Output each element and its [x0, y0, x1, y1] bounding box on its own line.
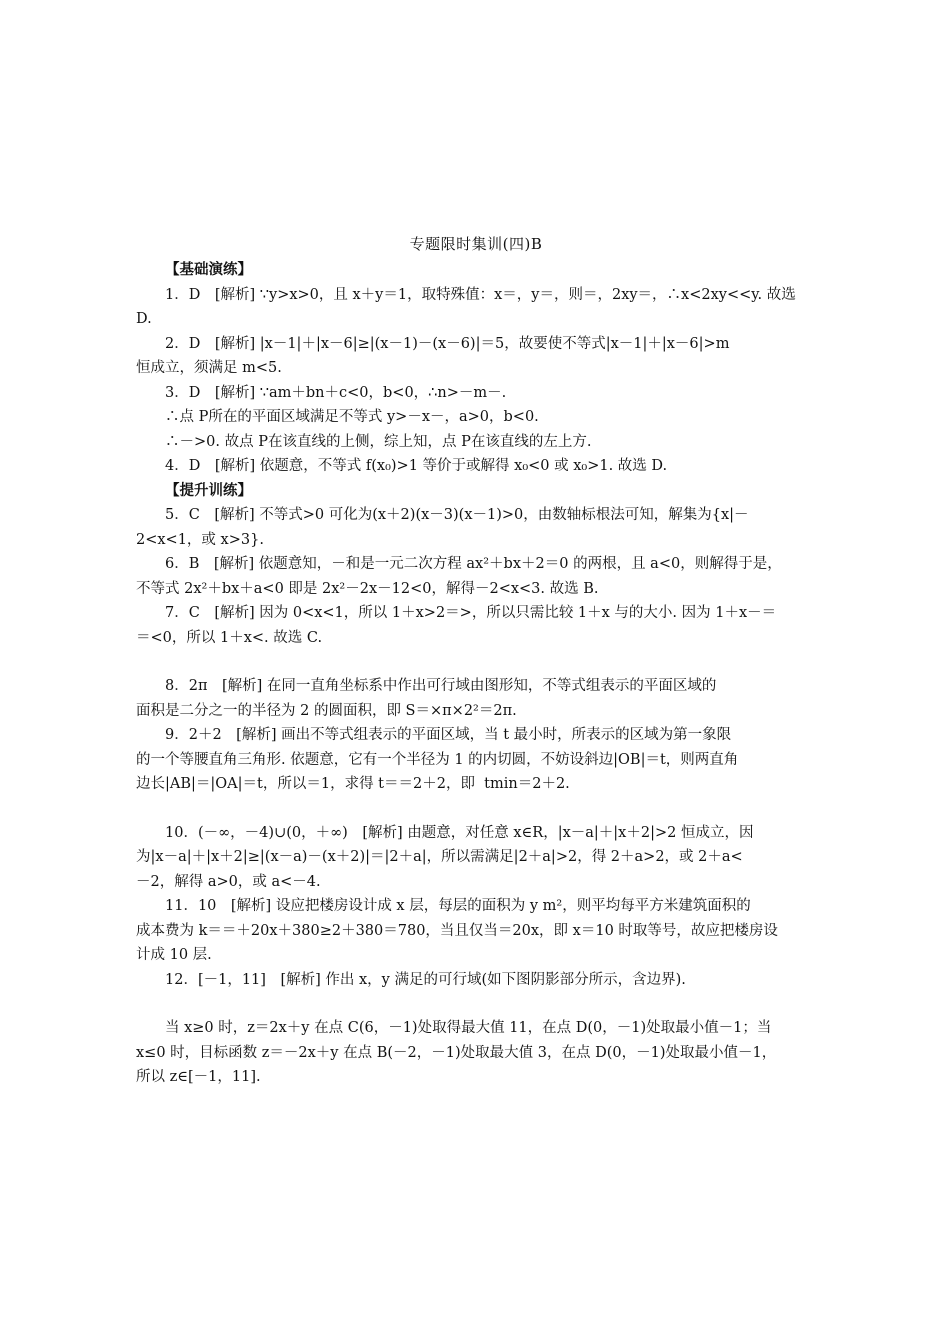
answer-8-line-1: 8．2π [解析] 在同一直角坐标系中作出可行域由图形知，不等式组表示的平面区域的: [165, 678, 717, 694]
answer-9-line-2: 的一个等腰直角三角形. 依题意，它有一个半径为 1 的内切圆，不妨设斜边|OB|＝t，则两直角: [136, 751, 739, 768]
answer-12-continued-line-2: x≤0 时，目标函数 z＝－2x＋y 在点 B(－2，－1)处取最大值 3，在点 D(0，－1)处取最小值－1，: [136, 1044, 777, 1061]
document-title: 专题限时集训(四)B: [409, 235, 543, 253]
answer-8-line-2: 面积是二分之一的半径为 2 的圆面积，即 S＝×π×2²＝2π.: [136, 702, 517, 719]
answer-6-line-1: 6．B [解析] 依题意知，－和是一元二次方程 ax²＋bx＋2＝0 的两根，且 a<0，则解得于是，: [165, 556, 782, 572]
section-basic-practice: 【基础演练】: [165, 261, 252, 278]
answer-11-line-1: 11．10 [解析] 设应把楼房设计成 x 层，每层的面积为 y m²，则平均每平方米建筑面积的: [165, 898, 751, 914]
answer-5-line-1: 5．C [解析] 不等式>0 可化为(x＋2)(x－3)(x－1)>0，由数轴标根法可知，解集为{x|－: [165, 507, 749, 523]
answer-11-line-3: 计成 10 层.: [136, 947, 212, 963]
answer-2-line-2: 恒成立，须满足 m<5.: [136, 360, 282, 376]
answer-3-line-2: ∴点 P所在的平面区域满足不等式 y>－x－，a>0，b<0.: [165, 409, 539, 425]
answer-12-continued-line-1: 当 x≥0 时，z＝2x＋y 在点 C(6，－1)处取得最大值 11，在点 D(0，－1)处取最小值－1；当: [165, 1020, 772, 1036]
spacer: [136, 797, 816, 821]
answer-9-line-3: 边长|AB|＝|OA|＝t，所以＝1，求得 t＝＝2＋2，即 tmin＝2＋2.: [136, 776, 570, 792]
answer-10-line-3: －2，解得 a>0，或 a<－4.: [136, 873, 321, 890]
answer-12-continued-line-3: 所以 z∈[－1，11].: [136, 1069, 261, 1085]
spacer: [136, 992, 816, 1016]
answer-1-line-1: 1．D [解析] ∵y>x>0，且 x＋y＝1，取特殊值：x＝，y＝，则＝，2xy＝，∴x<2xy<<y. 故选: [165, 286, 796, 303]
answer-3-line-3: ∴－>0. 故点 P在该直线的上侧，综上知，点 P在该直线的左上方.: [165, 433, 592, 450]
document-page: [136, 232, 816, 1090]
answer-4: 4．D [解析] 依题意，不等式 f(x₀)>1 等价于或解得 x₀<0 或 x₀>1. 故选 D.: [165, 458, 668, 474]
answer-10-line-2: 为|x－a|＋|x＋2|≥|(x－a)－(x＋2)|＝|2＋a|，所以需满足|2＋a|>2，得 2＋a>2，或 2＋a<: [136, 849, 743, 865]
section-advanced-training: 【提升训练】: [165, 481, 252, 499]
answer-11-line-2: 成本费为 k＝＝＋20x＋380≥2＋380＝780，当且仅当＝20x，即 x＝10 时取等号，故应把楼房设: [136, 922, 778, 939]
answer-3-line-1: 3．D [解析] ∵am＋bn＋c<0，b<0，∴n>－m－.: [165, 384, 507, 401]
answer-10-line-1: 10．(－∞，－4)∪(0，＋∞) [解析] 由题意，对任意 x∈R，|x－a|＋|x＋2|>2 恒成立，因: [165, 824, 754, 841]
spacer: [136, 650, 816, 674]
answer-6-line-2: 不等式 2x²＋bx＋a<0 即是 2x²－2x－12<0，解得－2<x<3. 故选 B.: [136, 580, 599, 597]
answer-12: 12．[－1，11] [解析] 作出 x，y 满足的可行域(如下图阴影部分所示，含边界).: [165, 971, 686, 988]
answer-7-line-1: 7．C [解析] 因为 0<x<1，所以 1＋x>2＝>，所以只需比较 1＋x 与的大小. 因为 1＋x－＝: [165, 605, 777, 621]
answer-5-line-2: 2<x<1，或 x>3}.: [136, 531, 264, 548]
answer-9-line-1: 9．2＋2 [解析] 画出不等式组表示的平面区域，当 t 最小时，所表示的区域为第一象限: [165, 727, 732, 743]
answer-2-line-1: 2．D [解析] |x－1|＋|x－6|≥|(x－1)－(x－6)|＝5，故要使不等式|x－1|＋|x－6|>m: [165, 335, 730, 352]
answer-1-line-2: D.: [136, 311, 152, 327]
answer-7-line-2: ＝<0，所以 1＋x<. 故选 C.: [136, 629, 323, 646]
